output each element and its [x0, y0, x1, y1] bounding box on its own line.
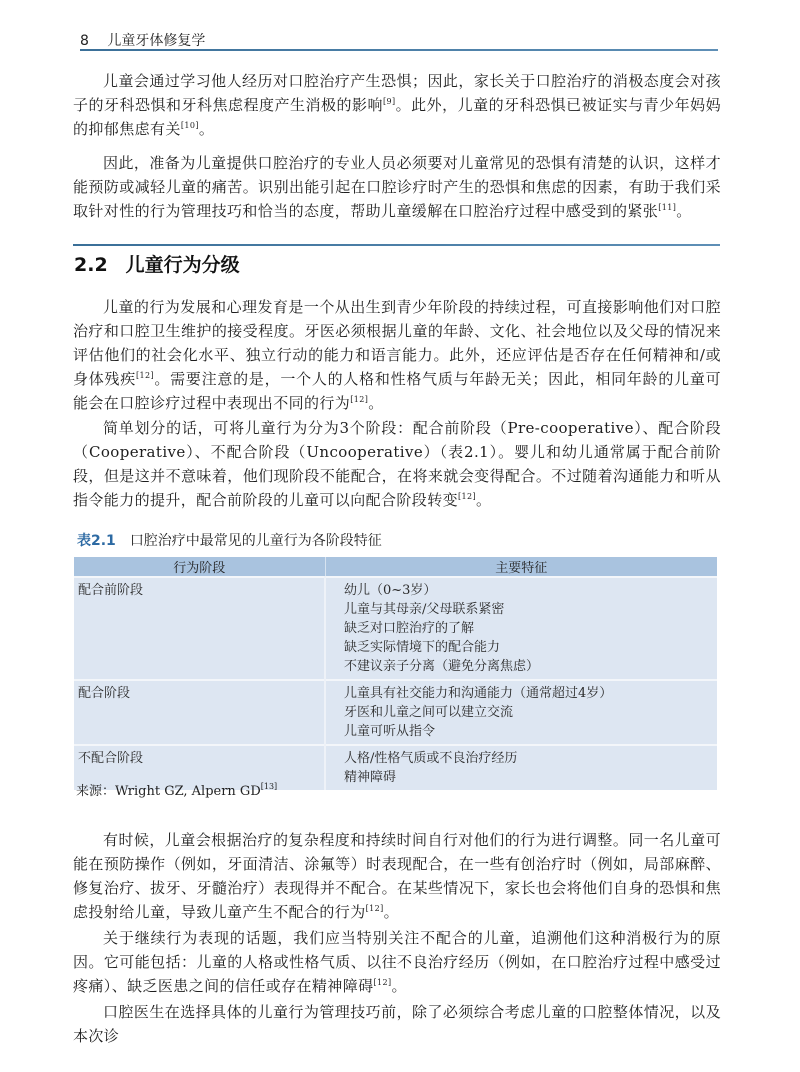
column-header-stage: 行为阶段	[74, 557, 325, 577]
column-header-features: 主要特征	[325, 557, 717, 577]
paragraph-management-techniques: 口腔医生在选择具体的儿童行为管理技巧前，除了必须综合考虑儿童的口腔整体情况，以及本次诊	[73, 1003, 721, 1045]
feature-item: 精神障碍	[344, 770, 397, 785]
stage-cell: 不配合阶段	[74, 745, 325, 790]
table-row	[74, 680, 717, 745]
behavior-stages-table	[74, 557, 717, 790]
feature-item: 儿童与其母亲/父母联系紧密	[344, 602, 505, 617]
feature-item: 牙医和儿童之间可以建立交流	[344, 705, 514, 720]
paragraph-uncooperative-causes: 关于继续行为表现的话题，我们应当特别关注不配合的儿童，追溯他们这种消极行为的原因。它可能包括：儿童的人格或性格气质、以往不良治疗经历（例如，在口腔治疗过程中感受过疼痛）、缺乏医患之间的信任或存在精神障碍[12]。	[73, 929, 721, 995]
paragraph-behavior-development: 儿童的行为发展和心理发育是一个从出生到青少年阶段的持续过程，可直接影响他们对口腔治疗和口腔卫生维护的接受程度。牙医必须根据儿童的年龄、文化、社会地位以及父母的情况来评估他们的社会化水平、独立行动的能力和语言能力。此外，还应评估是否存在任何精神和/或身体残疾[12]。需要注意的是，一个人的人格和性格气质与年龄无关；因此，相同年龄的儿童可能会在口腔诊疗过程中表现出不同的行为[12]。	[73, 298, 721, 412]
citation[interactable]: [12]	[373, 978, 392, 987]
citation[interactable]: [10]	[180, 121, 199, 130]
features-cell	[325, 745, 717, 790]
feature-item: 不建议亲子分离（避免分离焦虑）	[344, 659, 540, 674]
table-header-row	[74, 557, 717, 577]
paragraph-behavior-adjustment: 有时候，儿童会根据治疗的复杂程度和持续时间自行对他们的行为进行调整。同一名儿童可能在预防操作（例如，牙面清洁、涂氟等）时表现配合，在一些有创治疗时（例如，局部麻醉、修复治疗、拔牙、牙髓治疗）表现得并不配合。在某些情况下，家长也会将他们自身的恐惧和焦虑投射给儿童，导致儿童产生不配合的行为[12]。	[73, 831, 721, 921]
stage-cell: 配合前阶段	[74, 577, 325, 680]
citation[interactable]: [11]	[658, 203, 677, 212]
citation[interactable]: [12]	[350, 395, 369, 404]
table-label: 表2.1	[77, 533, 116, 549]
paragraph-three-stages: 简单划分的话，可将儿童行为分为3个阶段：配合前阶段（Pre-cooperative）、配合阶段（Cooperative）、不配合阶段（Uncooperative）（表2.1）。婴儿和幼儿通常属于配合前阶段，但是这并不意味着，他们现阶段不能配合，在将来就会变得配合。不过随着沟通能力和听从指令能力的提升，配合前阶段的儿童可以向配合阶段转变[12]。	[73, 419, 721, 509]
section-heading	[74, 250, 240, 277]
citation[interactable]: [13]	[260, 782, 278, 791]
citation[interactable]: [12]	[136, 371, 155, 380]
book-title: 儿童牙体修复学	[107, 33, 206, 49]
feature-item: 缺乏对口腔治疗的了解	[344, 621, 475, 636]
features-cell	[325, 577, 717, 680]
feature-item: 儿童可听从指令	[344, 724, 436, 739]
paragraph-professional-awareness: 因此，准备为儿童提供口腔治疗的专业人员必须要对儿童常见的恐惧有清楚的认识，这样才能预防或减轻儿童的痛苦。识别出能引起在口腔诊疗时产生的恐惧和焦虑的因素，有助于我们采取针对性的行为管理技巧和恰当的态度，帮助儿童缓解在口腔治疗过程中感受到的紧张[11]。	[73, 154, 721, 220]
citation[interactable]: [9]	[382, 97, 396, 106]
feature-item: 人格/性格气质或不良治疗经历	[344, 751, 518, 766]
paragraph-fear-learning: 儿童会通过学习他人经历对口腔治疗产生恐惧；因此，家长关于口腔治疗的消极态度会对孩子的牙科恐惧和牙科焦虑程度产生消极的影响[9]。此外，儿童的牙科恐惧已被证实与青少年妈妈的抑郁焦虑有关[10]。	[73, 72, 721, 138]
running-head	[80, 30, 205, 50]
features-cell	[325, 680, 717, 745]
table-source: 来源：Wright GZ, Alpern GD[13]	[76, 782, 278, 799]
citation[interactable]: [12]	[365, 904, 384, 913]
section-title-text: 儿童行为分级	[125, 254, 240, 276]
table-row	[74, 577, 717, 680]
citation[interactable]: [12]	[458, 492, 477, 501]
table-caption	[77, 530, 382, 550]
feature-item: 缺乏实际情境下的配合能力	[344, 640, 501, 655]
header-divider	[80, 49, 718, 51]
page-number: 8	[80, 33, 89, 49]
section-divider	[73, 244, 720, 246]
stage-cell: 配合阶段	[74, 680, 325, 745]
feature-item: 幼儿（0~3岁）	[344, 583, 437, 598]
table-caption-text: 口腔治疗中最常见的儿童行为各阶段特征	[129, 533, 382, 549]
section-number: 2.2	[74, 254, 108, 276]
feature-item: 儿童具有社交能力和沟通能力（通常超过4岁）	[344, 686, 613, 701]
